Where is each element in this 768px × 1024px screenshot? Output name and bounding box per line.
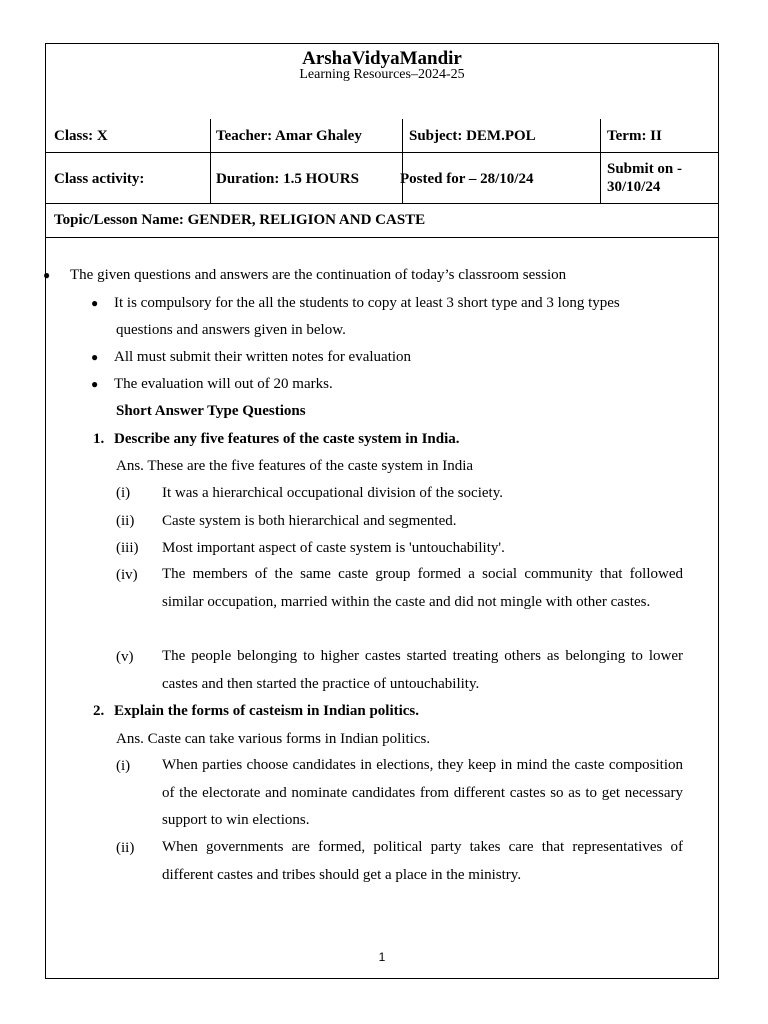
term-cell: Term: II bbox=[607, 128, 662, 144]
point-text: The people belonging to higher castes started treating others as belonging to lower castes and then started the practice of untouchability. bbox=[162, 648, 683, 692]
bullet-icon: ● bbox=[91, 296, 99, 310]
point-label: (ii) bbox=[116, 513, 135, 529]
submit-cell-line1: Submit on - bbox=[607, 161, 683, 177]
duration-cell: Duration: 1.5 HOURS bbox=[216, 171, 359, 187]
teacher-cell: Teacher: Amar Ghaley bbox=[216, 128, 362, 144]
point-text: Most important aspect of caste system is 'untouchability'. bbox=[162, 540, 505, 556]
question-text: Describe any five features of the caste system in India. bbox=[114, 431, 460, 447]
instruction-1-line1: It is compulsory for the all the students to copy at least 3 short type and 3 long types bbox=[114, 295, 620, 311]
point-text: When governments are formed, political party takes care that representatives of different castes and tribes should get a place in the ministry. bbox=[162, 839, 683, 883]
table-divider bbox=[210, 119, 211, 204]
point-text: When parties choose candidates in elections, they keep in mind the caste composition of the electorate and nominate candidates from different castes so as to get necessary support to win elections. bbox=[162, 757, 683, 828]
bullet-icon: ● bbox=[91, 350, 99, 364]
point-text: Caste system is both hierarchical and segmented. bbox=[162, 513, 457, 529]
posted-cell: Posted for – 28/10/24 bbox=[400, 171, 534, 187]
resources-subtitle: Learning Resources–2024-25 bbox=[299, 67, 465, 82]
point-label: (i) bbox=[116, 485, 131, 501]
topic-cell: Topic/Lesson Name: GENDER, RELIGION AND CASTE bbox=[54, 212, 426, 228]
table-line-top bbox=[46, 152, 718, 153]
point-label: (ii) bbox=[116, 840, 135, 856]
bullet-icon: ● bbox=[43, 268, 51, 282]
point-label: (iii) bbox=[116, 540, 139, 556]
table-divider bbox=[402, 119, 403, 204]
point-label: (i) bbox=[116, 758, 131, 774]
table-line-mid bbox=[46, 203, 718, 204]
activity-cell: Class activity: bbox=[54, 171, 145, 187]
table-divider bbox=[600, 119, 601, 204]
intro-text: The given questions and answers are the continuation of today’s classroom session bbox=[70, 267, 567, 283]
page-frame bbox=[45, 43, 719, 979]
answer-intro: Ans. Caste can take various forms in Indian politics. bbox=[116, 731, 431, 747]
class-cell: Class: X bbox=[54, 128, 108, 144]
instruction-2: All must submit their written notes for evaluation bbox=[114, 349, 412, 365]
subject-cell: Subject: DEM.POL bbox=[409, 128, 536, 144]
instruction-3: The evaluation will out of 20 marks. bbox=[114, 376, 333, 392]
instruction-1-line2: questions and answers given in below. bbox=[116, 322, 346, 338]
point-label: (iv) bbox=[116, 567, 138, 583]
question-text: Explain the forms of casteism in Indian politics. bbox=[114, 703, 420, 719]
school-name: ArshaVidyaMandir bbox=[302, 48, 462, 69]
answer-intro: Ans. These are the five features of the caste system in India bbox=[116, 458, 474, 474]
bullet-icon: ● bbox=[91, 377, 99, 391]
section-title: Short Answer Type Questions bbox=[116, 403, 306, 419]
question-number: 1. bbox=[93, 431, 105, 447]
point-label: (v) bbox=[116, 649, 134, 665]
submit-cell-line2: 30/10/24 bbox=[607, 179, 661, 195]
question-number: 2. bbox=[93, 703, 105, 719]
page-number: 1 bbox=[378, 950, 386, 964]
table-line-bottom bbox=[46, 237, 718, 238]
point-text: The members of the same caste group formed a social community that followed similar occupation, married within the caste and did not mingle with other castes. bbox=[162, 566, 683, 610]
point-text: It was a hierarchical occupational division of the society. bbox=[162, 485, 503, 501]
